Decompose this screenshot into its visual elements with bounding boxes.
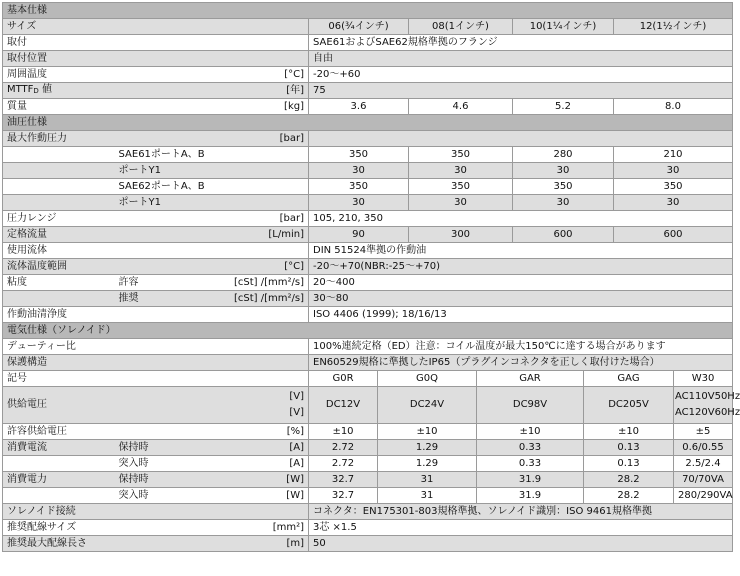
power-hold-label: 保持時 bbox=[115, 472, 197, 488]
mass-06: 3.6 bbox=[309, 99, 409, 115]
section-basic: 基本仕様 bbox=[3, 3, 733, 19]
power-inrush-value: 31.9 bbox=[477, 488, 584, 504]
maxp-row-label: ポートY1 bbox=[115, 163, 309, 179]
length-unit: [m] bbox=[197, 536, 309, 552]
maxp-value: 350 bbox=[309, 179, 409, 195]
flow-value: 600 bbox=[614, 227, 733, 243]
maxp-value: 30 bbox=[614, 195, 733, 211]
mttf-label: $MTTF_D$ 値 bbox=[3, 83, 197, 99]
wire-value: 3芯 ×1.5 bbox=[309, 520, 733, 536]
duty-label: デューティー比 bbox=[3, 339, 309, 355]
maxp-row-label: ポートY1 bbox=[115, 195, 309, 211]
current-inrush-label: 突入時 bbox=[115, 456, 197, 472]
maxp-value: 350 bbox=[513, 179, 614, 195]
current-inrush-value: 1.29 bbox=[378, 456, 477, 472]
code-cell: W30 bbox=[674, 371, 733, 387]
voltage-value: DC24V bbox=[378, 387, 477, 424]
range-label: 圧力レンジ bbox=[3, 211, 197, 227]
maxp-value: 210 bbox=[614, 147, 733, 163]
code-cell: GAR bbox=[477, 371, 584, 387]
power-inrush-value: 280/290VA bbox=[674, 488, 733, 504]
maxp-value: 30 bbox=[309, 195, 409, 211]
power-hold-value: 31 bbox=[378, 472, 477, 488]
voltage-w30: AC110V50Hz AC120V60Hz bbox=[674, 387, 733, 424]
fluid-label: 使用流体 bbox=[3, 243, 309, 259]
position-value: 自由 bbox=[309, 51, 733, 67]
visc-allow-unit: [cSt] /[mm²/s] bbox=[197, 275, 309, 291]
tol-unit: [%] bbox=[197, 424, 309, 440]
mass-12: 8.0 bbox=[614, 99, 733, 115]
tol-label: 許容供給電圧 bbox=[3, 424, 197, 440]
fluidtemp-unit: [°C] bbox=[197, 259, 309, 275]
visc-rec-value: 30～80 bbox=[309, 291, 733, 307]
protect-value: EN60529規格に準拠したIP65（プラグインコネクタを正しく取付けた場合） bbox=[309, 355, 733, 371]
visc-allow-label: 許容 bbox=[115, 275, 197, 291]
power-hold-value: 32.7 bbox=[309, 472, 378, 488]
voltage-value: DC205V bbox=[584, 387, 674, 424]
voltage-value: DC98V bbox=[477, 387, 584, 424]
power-inrush-value: 32.7 bbox=[309, 488, 378, 504]
ambient-value: -20～+60 bbox=[309, 67, 733, 83]
code-cell: GAG bbox=[584, 371, 674, 387]
wire-label: 推奨配線サイズ bbox=[3, 520, 197, 536]
ambient-unit: [°C] bbox=[197, 67, 309, 83]
maxp-value: 30 bbox=[409, 163, 513, 179]
size-12: 12(1½インチ) bbox=[614, 19, 733, 35]
clean-label: 作動油清浄度 bbox=[3, 307, 309, 323]
visc-label: 粘度 bbox=[3, 275, 115, 291]
power-hold-value: 31.9 bbox=[477, 472, 584, 488]
fluidtemp-label: 流体温度範囲 bbox=[3, 259, 197, 275]
power-hold-value: 70/70VA bbox=[674, 472, 733, 488]
code-label: 記号 bbox=[3, 371, 309, 387]
flow-label: 定格流量 bbox=[3, 227, 197, 243]
maxp-row-label: SAE61ポートA、B bbox=[115, 147, 309, 163]
wire-unit: [mm²] bbox=[197, 520, 309, 536]
fluid-value: DIN 51524準拠の作動油 bbox=[309, 243, 733, 259]
clean-value: ISO 4406 (1999); 18/16/13 bbox=[309, 307, 733, 323]
fluidtemp-value: -20～+70(NBR:-25～+70) bbox=[309, 259, 733, 275]
mass-10: 5.2 bbox=[513, 99, 614, 115]
current-inrush-value: 0.33 bbox=[477, 456, 584, 472]
power-hold-value: 28.2 bbox=[584, 472, 674, 488]
flow-value: 90 bbox=[309, 227, 409, 243]
maxp-row-label: SAE62ポートA、B bbox=[115, 179, 309, 195]
visc-rec-label: 推奨 bbox=[115, 291, 197, 307]
spec-table bbox=[2, 2, 740, 552]
maxp-value: 30 bbox=[309, 163, 409, 179]
position-label: 取付位置 bbox=[3, 51, 309, 67]
size-06: 06(¾インチ) bbox=[309, 19, 409, 35]
flow-unit: [L/min] bbox=[197, 227, 309, 243]
current-inrush-value: 2.72 bbox=[309, 456, 378, 472]
current-inrush-value: 2.5/2.4 bbox=[674, 456, 733, 472]
maxp-value: 30 bbox=[513, 195, 614, 211]
section-hydraulic: 油圧仕様 bbox=[3, 115, 733, 131]
current-hold-value: 0.13 bbox=[584, 440, 674, 456]
mount-value: SAE61およびSAE62規格準拠のフランジ bbox=[309, 35, 733, 51]
flow-value: 600 bbox=[513, 227, 614, 243]
flow-value: 300 bbox=[409, 227, 513, 243]
mass-08: 4.6 bbox=[409, 99, 513, 115]
mass-label: 質量 bbox=[3, 99, 197, 115]
mttf-unit: [年] bbox=[197, 83, 309, 99]
current-hold-value: 0.33 bbox=[477, 440, 584, 456]
voltage-value: DC12V bbox=[309, 387, 378, 424]
power-unit: [W] bbox=[197, 488, 309, 504]
mttf-value: 75 bbox=[309, 83, 733, 99]
tol-value: ±10 bbox=[309, 424, 378, 440]
tol-value: ±10 bbox=[584, 424, 674, 440]
maxp-value: 280 bbox=[513, 147, 614, 163]
length-label: 推奨最大配線長さ bbox=[3, 536, 197, 552]
tol-value: ±5 bbox=[674, 424, 733, 440]
length-value: 50 bbox=[309, 536, 733, 552]
power-inrush-label: 突入時 bbox=[115, 488, 197, 504]
mass-unit: [kg] bbox=[197, 99, 309, 115]
range-unit: [bar] bbox=[197, 211, 309, 227]
maxp-value: 350 bbox=[309, 147, 409, 163]
conn-value: コネクタ：EN175301-803規格準拠、ソレノイド識別：ISO 9461規格準拠 bbox=[309, 504, 733, 520]
power-label: 消費電力 bbox=[3, 472, 115, 488]
protect-label: 保護構造 bbox=[3, 355, 309, 371]
tol-value: ±10 bbox=[378, 424, 477, 440]
maxp-value: 350 bbox=[409, 179, 513, 195]
code-cell: G0R bbox=[309, 371, 378, 387]
current-inrush-value: 0.13 bbox=[584, 456, 674, 472]
code-cell: G0Q bbox=[378, 371, 477, 387]
visc-rec-unit: [cSt] /[mm²/s] bbox=[197, 291, 309, 307]
size-label: サイズ bbox=[3, 19, 309, 35]
current-hold-value: 1.29 bbox=[378, 440, 477, 456]
current-unit: [A] bbox=[197, 456, 309, 472]
conn-label: ソレノイド接続 bbox=[3, 504, 309, 520]
current-unit: [A] bbox=[197, 440, 309, 456]
voltage-label: 供給電圧 bbox=[3, 387, 197, 424]
current-hold-label: 保持時 bbox=[115, 440, 197, 456]
power-inrush-value: 28.2 bbox=[584, 488, 674, 504]
section-electric: 電気仕様（ソレノイド） bbox=[3, 323, 733, 339]
power-unit: [W] bbox=[197, 472, 309, 488]
maxp-value: 30 bbox=[513, 163, 614, 179]
maxp-value: 30 bbox=[409, 195, 513, 211]
size-08: 08(1インチ) bbox=[409, 19, 513, 35]
maxp-label: 最大作動圧力 bbox=[3, 131, 197, 147]
ambient-label: 周囲温度 bbox=[3, 67, 197, 83]
current-label: 消費電流 bbox=[3, 440, 115, 456]
current-hold-value: 0.6/0.55 bbox=[674, 440, 733, 456]
tol-value: ±10 bbox=[477, 424, 584, 440]
duty-value: 100%連続定格（ED）注意：コイル温度が最大150℃に達する場合があります bbox=[309, 339, 733, 355]
maxp-value: 350 bbox=[614, 179, 733, 195]
mount-label: 取付 bbox=[3, 35, 309, 51]
power-inrush-value: 31 bbox=[378, 488, 477, 504]
voltage-unit: [V] [V] bbox=[197, 387, 309, 424]
maxp-value: 30 bbox=[614, 163, 733, 179]
range-value: 105, 210, 350 bbox=[309, 211, 733, 227]
size-10: 10(1¼インチ) bbox=[513, 19, 614, 35]
visc-allow-value: 20～400 bbox=[309, 275, 733, 291]
maxp-value: 350 bbox=[409, 147, 513, 163]
maxp-unit: [bar] bbox=[197, 131, 309, 147]
current-hold-value: 2.72 bbox=[309, 440, 378, 456]
